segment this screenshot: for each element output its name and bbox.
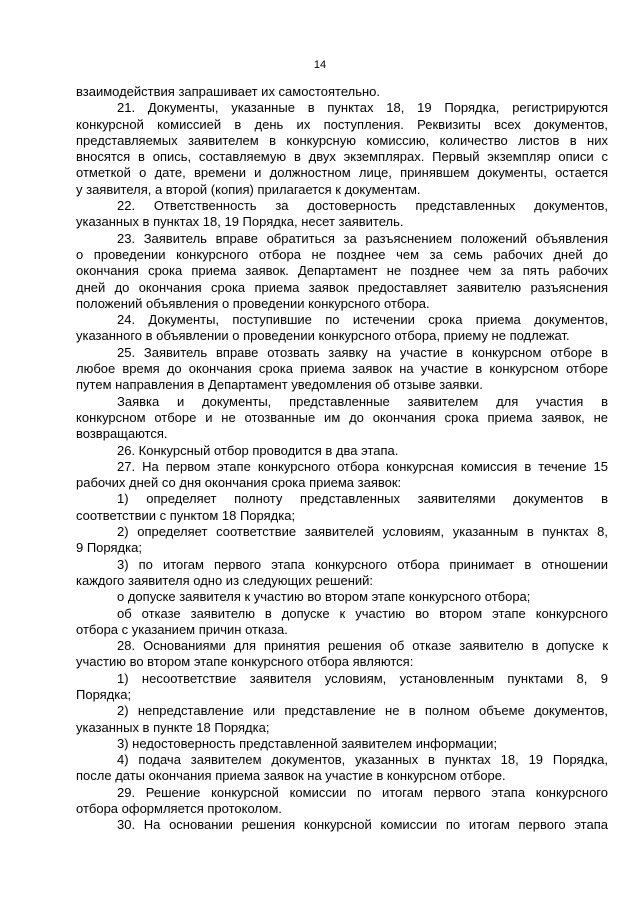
text-line: 3) по итогам первого этапа конкурсного отбора принимает в отношении <box>117 556 608 572</box>
document-body <box>76 84 608 834</box>
text-line: соответствии с пунктом 18 Порядка; <box>76 507 296 523</box>
page-number: 14 <box>313 59 327 71</box>
text-line: конкурсной комиссией в день их поступления. Реквизиты всех документов, <box>76 116 608 132</box>
text-line: представляемых заявителем в конкурсную комиссию, количество листов в них <box>76 132 608 148</box>
text-line: 1) определяет полноту представленных заявителями документов в <box>117 491 608 507</box>
text-line: каждого заявителя одно из следующих решений: <box>76 572 374 588</box>
text-line: указанных в пунктах 18, 19 Порядка, несет заявитель. <box>76 214 404 230</box>
text-line: Заявка и документы, представленные заявителем для участия в <box>117 393 608 409</box>
text-line: 22. Ответственность за достоверность представленных документов, <box>117 198 608 214</box>
text-line: о проведении конкурсного отбора не позднее чем за семь рабочих дней до <box>76 246 608 262</box>
text-line: возвращаются. <box>76 426 168 442</box>
text-line: 4) подача заявителем документов, указанных в пунктах 18, 19 Порядка, <box>117 752 608 768</box>
text-line: 28. Основаниями для принятия решения об отказе заявителю в допуске к <box>117 638 608 654</box>
text-line: 27. На первом этапе конкурсного отбора конкурсная комиссия в течение 15 <box>117 458 608 474</box>
text-line: об отказе заявителю в допуске к участию во втором этапе конкурсного <box>117 605 608 621</box>
text-line: 9 Порядка; <box>76 540 142 556</box>
text-line: 21. Документы, указанные в пунктах 18, 19 Порядка, регистрируются <box>117 100 608 116</box>
text-line: окончания срока приема заявок. Департамент не позднее чем за пять рабочих <box>76 263 608 279</box>
text-line: путем направления в Департамент уведомления об отзыве заявки. <box>76 377 483 393</box>
text-line: Порядка; <box>76 686 132 702</box>
text-line: дней до окончания срока приема заявок предоставляет заявителю разъяснения <box>76 279 608 295</box>
text-line: 24. Документы, поступившие по истечении срока приема документов, <box>117 312 608 328</box>
text-line: 2) определяет соответствие заявителей условиям, указанным в пунктах 8, <box>117 524 608 540</box>
text-line: 1) несоответствие заявителя условиям, установленным пунктами 8, 9 <box>117 670 608 686</box>
text-line: рабочих дней со дня окончания срока приема заявок: <box>76 475 402 491</box>
text-line: участию во втором этапе конкурсного отбора являются: <box>76 654 414 670</box>
text-line: 29. Решение конкурсной комиссии по итогам первого этапа конкурсного <box>117 784 608 800</box>
text-line: о допуске заявителя к участию во втором этапе конкурсного отбора; <box>117 589 531 605</box>
text-line: 30. На основании решения конкурсной комиссии по итогам первого этапа <box>117 817 608 833</box>
text-line: отбора оформляется протоколом. <box>76 801 282 817</box>
text-line: положений объявления о проведении конкурсного отбора. <box>76 295 430 311</box>
text-line: вносятся в опись, составляемую в двух экземплярах. Первый экземпляр описи с <box>76 149 608 165</box>
text-line: 25. Заявитель вправе отозвать заявку на участие в конкурсном отборе в <box>117 344 608 360</box>
text-line: у заявителя, а второй (копия) прилагается к документам. <box>76 181 421 197</box>
text-line: конкурсном отборе и не отозванные им до окончания срока приема заявок, не <box>76 409 608 425</box>
text-line: 23. Заявитель вправе обратиться за разъяснением положений объявления <box>117 230 608 246</box>
text-line: 2) непредставление или представление не в полном объеме документов, <box>117 703 608 719</box>
text-line: после даты окончания приема заявок на участие в конкурсном отборе. <box>76 768 506 784</box>
text-line: любое время до окончания срока приема заявок на участие в конкурсном отборе <box>76 361 608 377</box>
text-line: отбора с указанием причин отказа. <box>76 621 288 637</box>
text-line: отметкой о дате, времени и должностном лице, принявшем документы, остается <box>76 165 608 181</box>
text-line: указанных в пункте 18 Порядка; <box>76 719 270 735</box>
text-line: указанного в объявлении о проведении конкурсного отбора, приему не подлежат. <box>76 328 570 344</box>
text-line: 26. Конкурсный отбор проводится в два этапа. <box>117 442 399 458</box>
text-line: взаимодействия запрашивает их самостоятельно. <box>76 84 381 99</box>
text-line: 3) недостоверность представленной заявителем информации; <box>117 735 498 751</box>
